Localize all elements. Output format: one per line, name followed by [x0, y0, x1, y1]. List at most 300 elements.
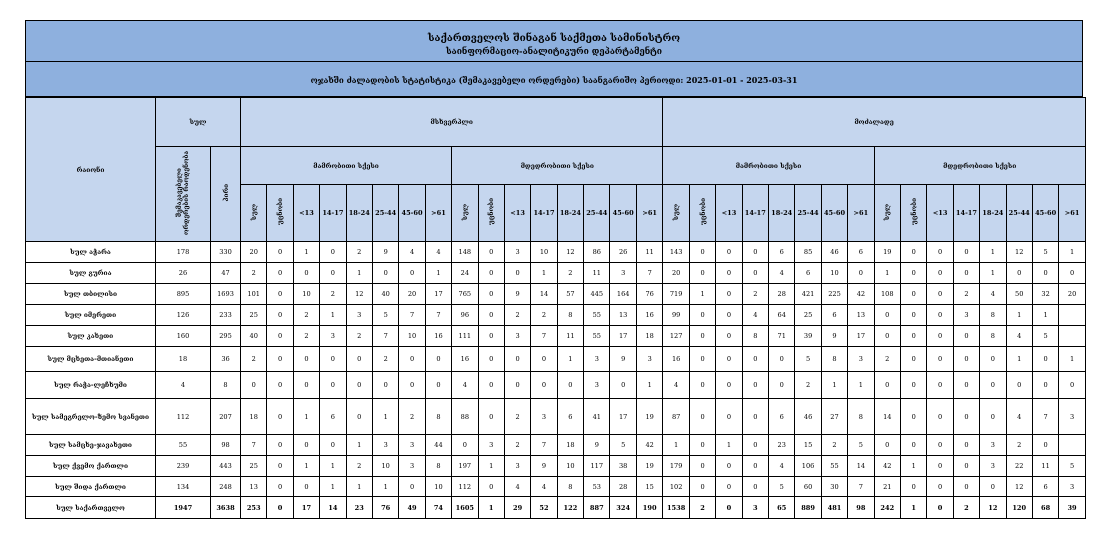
table-cell: 0	[689, 326, 715, 347]
table-cell: 9	[610, 347, 636, 372]
table-cell: 10	[399, 326, 425, 347]
table-cell: 23	[346, 497, 372, 519]
table-cell: 239	[156, 456, 211, 477]
age-header: >61	[425, 185, 451, 242]
table-cell: 0	[953, 372, 979, 399]
table-cell: 42	[874, 456, 900, 477]
table-cell: 1	[689, 284, 715, 305]
table-cell: 0	[953, 326, 979, 347]
table-cell: 2	[531, 305, 557, 326]
table-cell: 10	[531, 242, 557, 263]
table-cell: 0	[927, 242, 953, 263]
table-cell: 99	[663, 305, 689, 326]
table-cell: 0	[716, 263, 742, 284]
table-cell: 1	[557, 347, 583, 372]
table-row	[26, 263, 1086, 284]
table-cell: 0	[267, 497, 293, 519]
table-cell: 0	[320, 263, 346, 284]
table-cell: 3	[610, 263, 636, 284]
table-cell: 0	[478, 399, 504, 435]
table-cell: 2	[504, 305, 530, 326]
table-cell: 148	[452, 242, 478, 263]
age-header: <13	[927, 185, 953, 242]
table-cell: 1	[320, 456, 346, 477]
table-cell: 55	[821, 456, 847, 477]
table-cell: 2	[293, 326, 319, 347]
table-cell: 0	[267, 372, 293, 399]
table-cell: 50	[1006, 284, 1032, 305]
district-name: სულ სამცხე-ჯავახეთი	[26, 435, 156, 456]
table-cell: 2	[372, 347, 398, 372]
table-cell: 481	[821, 497, 847, 519]
table-cell: 0	[927, 497, 953, 519]
table-cell: 0	[900, 435, 926, 456]
table-cell: 0	[320, 347, 346, 372]
table-cell: 0	[293, 435, 319, 456]
table-cell: 4	[452, 372, 478, 399]
table-row	[26, 497, 1086, 519]
table-cell: 3	[1059, 399, 1086, 435]
table-cell: 20	[399, 284, 425, 305]
table-cell: 18	[557, 435, 583, 456]
table-cell: 112	[156, 399, 211, 435]
table-cell: 120	[1006, 497, 1032, 519]
victim-female-header: მდედრობითი სქესი	[452, 147, 663, 185]
table-cell: 295	[211, 326, 241, 347]
table-cell	[1059, 435, 1086, 456]
table-cell: 3	[848, 347, 874, 372]
table-cell: 0	[320, 372, 346, 399]
district-name: სულ იმერეთი	[26, 305, 156, 326]
table-cell: 0	[320, 435, 346, 456]
table-cell: 0	[927, 305, 953, 326]
table-cell: 17	[610, 399, 636, 435]
table-cell: 1693	[211, 284, 241, 305]
table-cell: 0	[874, 305, 900, 326]
ministry-header	[25, 20, 1083, 61]
table-cell: 0	[1006, 372, 1032, 399]
table-cell: 160	[156, 326, 211, 347]
table-cell: 0	[927, 399, 953, 435]
table-cell: 14	[848, 456, 874, 477]
table-cell: 0	[953, 435, 979, 456]
table-cell: 49	[399, 497, 425, 519]
district-name: სულ კახეთი	[26, 326, 156, 347]
table-cell: 0	[874, 372, 900, 399]
table-cell: 0	[927, 326, 953, 347]
table-cell: 5	[1032, 242, 1058, 263]
table-cell: 96	[452, 305, 478, 326]
table-cell: 1605	[452, 497, 478, 519]
abuser-female-header: მდედრობითი სქესი	[874, 147, 1085, 185]
table-cell: 0	[478, 242, 504, 263]
table-cell: 6	[769, 242, 795, 263]
age-header: სულ	[452, 185, 478, 242]
table-cell: 15	[636, 477, 663, 497]
table-cell: 233	[211, 305, 241, 326]
table-cell: 0	[293, 263, 319, 284]
table-cell: 0	[927, 477, 953, 497]
table-cell: 225	[821, 284, 847, 305]
table-cell: 9	[531, 456, 557, 477]
table-cell: 0	[478, 372, 504, 399]
table-cell: 3	[504, 326, 530, 347]
district-name: სულ მცხეთა-მთიანეთი	[26, 347, 156, 372]
table-cell: 0	[927, 347, 953, 372]
table-cell: 12	[980, 497, 1006, 519]
age-header: 45-60	[821, 185, 847, 242]
table-cell: 0	[267, 305, 293, 326]
table-cell: 1	[293, 456, 319, 477]
table-cell: 6	[795, 263, 821, 284]
table-cell: 27	[821, 399, 847, 435]
age-header: <13	[504, 185, 530, 242]
table-cell: 6	[320, 399, 346, 435]
table-cell: 2	[1006, 435, 1032, 456]
table-cell: 4	[1006, 399, 1032, 435]
table-cell: 1	[848, 372, 874, 399]
table-cell: 20	[1059, 284, 1086, 305]
table-cell: 0	[478, 477, 504, 497]
department-subtitle: საინფორმაციო-ანალიტიკური დეპარტამენტი	[446, 47, 662, 57]
table-cell: 1	[478, 456, 504, 477]
table-cell: 26	[156, 263, 211, 284]
table-cell: 248	[211, 477, 241, 497]
table-cell: 4	[980, 284, 1006, 305]
table-cell: 0	[848, 263, 874, 284]
table-cell: 12	[1006, 477, 1032, 497]
report-frame	[25, 20, 1083, 519]
table-cell: 895	[156, 284, 211, 305]
table-cell: 2	[953, 497, 979, 519]
table-cell: 98	[211, 435, 241, 456]
table-cell: 111	[452, 326, 478, 347]
table-cell: 1	[478, 497, 504, 519]
table-cell: 18	[241, 399, 267, 435]
age-header: სულ	[663, 185, 689, 242]
table-cell: 0	[1032, 372, 1058, 399]
table-cell: 60	[795, 477, 821, 497]
table-cell: 3	[980, 456, 1006, 477]
table-cell: 55	[584, 305, 610, 326]
table-cell: 330	[211, 242, 241, 263]
table-cell: 5	[1032, 326, 1058, 347]
table-cell: 4	[769, 456, 795, 477]
table-cell: 108	[874, 284, 900, 305]
table-cell: 0	[769, 372, 795, 399]
table-cell: 887	[584, 497, 610, 519]
table-cell: 2	[953, 284, 979, 305]
table-cell: 0	[267, 399, 293, 435]
table-cell: 134	[156, 477, 211, 497]
table-cell: 24	[452, 263, 478, 284]
table-cell: 65	[769, 497, 795, 519]
table-cell: 719	[663, 284, 689, 305]
table-cell: 19	[636, 456, 663, 477]
table-cell: 765	[452, 284, 478, 305]
table-cell: 16	[452, 347, 478, 372]
table-cell: 0	[742, 263, 768, 284]
table-cell: 28	[610, 477, 636, 497]
table-cell: 0	[478, 347, 504, 372]
table-cell: 0	[1032, 347, 1058, 372]
table-cell: 0	[742, 477, 768, 497]
table-cell: 7	[241, 435, 267, 456]
table-cell: 6	[1032, 477, 1058, 497]
table-cell: 0	[769, 347, 795, 372]
table-body	[26, 242, 1086, 519]
table-cell: 0	[716, 242, 742, 263]
table-cell: 0	[1059, 372, 1086, 399]
table-cell: 4	[425, 242, 451, 263]
table-cell: 5	[1059, 456, 1086, 477]
table-cell: 4	[769, 263, 795, 284]
table-cell: 10	[425, 477, 451, 497]
table-cell: 1	[1059, 347, 1086, 372]
table-cell: 71	[769, 326, 795, 347]
table-cell: 0	[425, 372, 451, 399]
table-cell: 0	[716, 284, 742, 305]
table-cell: 2	[689, 497, 715, 519]
age-header: 25-44	[584, 185, 610, 242]
table-cell: 0	[900, 284, 926, 305]
table-cell: 0	[346, 399, 372, 435]
abuser-group-header: მოძალადე	[663, 98, 1085, 147]
age-header: 14-17	[531, 185, 557, 242]
table-cell: 0	[372, 372, 398, 399]
table-cell: 39	[795, 326, 821, 347]
district-name: სულ სამეგრელო-ზემო სვანეთი	[26, 399, 156, 435]
table-cell: 0	[399, 477, 425, 497]
table-cell: 0	[267, 284, 293, 305]
table-cell: 3	[399, 435, 425, 456]
table-cell: 3	[504, 456, 530, 477]
table-cell: 5	[769, 477, 795, 497]
table-cell: 11	[584, 263, 610, 284]
district-name: სულ საქართველო	[26, 497, 156, 519]
age-header: უცნობი	[689, 185, 715, 242]
table-cell: 8	[980, 305, 1006, 326]
table-cell: 0	[689, 399, 715, 435]
table-cell: 19	[636, 399, 663, 435]
table-cell: 29	[504, 497, 530, 519]
age-header: 45-60	[399, 185, 425, 242]
table-cell: 76	[372, 497, 398, 519]
table-cell: 3	[584, 347, 610, 372]
table-cell: 25	[241, 456, 267, 477]
age-header: <13	[716, 185, 742, 242]
table-cell: 55	[584, 326, 610, 347]
age-header: სულ	[241, 185, 267, 242]
table-row	[26, 242, 1086, 263]
table-cell: 44	[425, 435, 451, 456]
table-cell: 10	[293, 284, 319, 305]
table-row	[26, 456, 1086, 477]
table-cell: 41	[584, 399, 610, 435]
victim-group-header: მსხვერპლი	[241, 98, 663, 147]
age-header: >61	[636, 185, 663, 242]
table-cell: 46	[795, 399, 821, 435]
table-cell: 10	[821, 263, 847, 284]
table-cell: 0	[927, 372, 953, 399]
table-cell: 0	[372, 263, 398, 284]
table-cell: 4	[156, 372, 211, 399]
table-cell: 1	[874, 263, 900, 284]
table-cell: 32	[1032, 284, 1058, 305]
table-cell: 8	[425, 399, 451, 435]
table-cell: 64	[769, 305, 795, 326]
table-cell: 9	[584, 435, 610, 456]
table-cell: 5	[372, 305, 398, 326]
table-cell: 6	[557, 399, 583, 435]
table-cell: 86	[584, 242, 610, 263]
table-cell: 0	[425, 347, 451, 372]
table-row	[26, 326, 1086, 347]
table-cell: 0	[504, 372, 530, 399]
age-header: 18-24	[980, 185, 1006, 242]
table-cell: 10	[372, 456, 398, 477]
table-cell: 0	[980, 372, 1006, 399]
table-cell: 19	[874, 242, 900, 263]
district-name: სულ ქვემო ქართლი	[26, 456, 156, 477]
table-cell: 1	[900, 456, 926, 477]
table-cell: 3	[531, 399, 557, 435]
table-cell: 13	[610, 305, 636, 326]
table-cell: 2	[346, 456, 372, 477]
age-header: >61	[1059, 185, 1086, 242]
table-cell: 38	[610, 456, 636, 477]
table-row	[26, 477, 1086, 497]
table-cell: 14	[320, 497, 346, 519]
table-cell: 0	[953, 347, 979, 372]
table-cell: 2	[742, 284, 768, 305]
table-cell: 0	[399, 263, 425, 284]
table-cell: 0	[267, 347, 293, 372]
table-cell: 8	[557, 305, 583, 326]
district-header: რაიონი	[26, 98, 156, 242]
table-cell: 0	[716, 347, 742, 372]
table-cell: 0	[716, 305, 742, 326]
table-cell: 0	[900, 326, 926, 347]
table-cell: 0	[900, 305, 926, 326]
table-cell: 25	[795, 305, 821, 326]
table-cell: 0	[742, 399, 768, 435]
table-cell: 5	[848, 435, 874, 456]
table-cell: 0	[610, 372, 636, 399]
table-cell: 190	[636, 497, 663, 519]
table-row	[26, 399, 1086, 435]
age-header: 45-60	[610, 185, 636, 242]
table-cell: 1	[425, 263, 451, 284]
ministry-title: საქართველოს შინაგან საქმეთა სამინისტრო	[427, 33, 681, 44]
table-cell: 0	[241, 372, 267, 399]
table-cell: 0	[874, 326, 900, 347]
table-cell: 1	[531, 263, 557, 284]
table-cell: 0	[267, 326, 293, 347]
table-cell: 143	[663, 242, 689, 263]
table-cell: 9	[821, 326, 847, 347]
table-cell: 1	[821, 372, 847, 399]
table-cell: 7	[531, 435, 557, 456]
table-cell: 10	[557, 456, 583, 477]
table-cell: 1	[293, 242, 319, 263]
table-cell: 7	[1032, 399, 1058, 435]
table-cell: 74	[425, 497, 451, 519]
table-cell: 0	[980, 399, 1006, 435]
age-header: სულ	[874, 185, 900, 242]
table-cell: 3	[399, 456, 425, 477]
table-cell: 127	[663, 326, 689, 347]
table-cell: 0	[399, 372, 425, 399]
age-header: უცნობი	[900, 185, 926, 242]
table-cell: 12	[1006, 242, 1032, 263]
table-cell: 12	[346, 284, 372, 305]
table-cell: 0	[267, 435, 293, 456]
table-cell: 5	[610, 435, 636, 456]
table-cell: 0	[478, 284, 504, 305]
table-cell: 0	[689, 372, 715, 399]
table-cell: 0	[716, 372, 742, 399]
table-cell: 0	[267, 456, 293, 477]
table-cell: 0	[478, 326, 504, 347]
table-row	[26, 372, 1086, 399]
table-cell: 0	[689, 305, 715, 326]
table-cell: 0	[293, 477, 319, 497]
table-cell: 0	[267, 263, 293, 284]
age-header: უცნობი	[478, 185, 504, 242]
table-cell: 16	[425, 326, 451, 347]
table-cell: 17	[610, 326, 636, 347]
district-name: სულ აჭარა	[26, 242, 156, 263]
table-cell: 8	[821, 347, 847, 372]
table-cell: 1	[372, 399, 398, 435]
age-header: 14-17	[953, 185, 979, 242]
table-cell: 2	[821, 435, 847, 456]
table-cell: 40	[241, 326, 267, 347]
table-cell: 23	[769, 435, 795, 456]
table-cell: 0	[293, 347, 319, 372]
table-cell: 102	[663, 477, 689, 497]
district-name: სულ შიდა ქართლი	[26, 477, 156, 497]
table-cell: 122	[557, 497, 583, 519]
table-cell: 3	[953, 305, 979, 326]
age-header: 25-44	[372, 185, 398, 242]
table-cell: 2	[504, 435, 530, 456]
table-cell: 17	[425, 284, 451, 305]
table-cell: 11	[1032, 456, 1058, 477]
table-cell: 55	[156, 435, 211, 456]
table-cell: 36	[211, 347, 241, 372]
table-row	[26, 284, 1086, 305]
table-cell: 4	[742, 305, 768, 326]
table-cell: 0	[346, 347, 372, 372]
table-cell: 421	[795, 284, 821, 305]
table-cell: 68	[1032, 497, 1058, 519]
age-header: უცნობი	[267, 185, 293, 242]
table-cell: 6	[848, 242, 874, 263]
table-cell: 28	[769, 284, 795, 305]
table-cell: 0	[980, 347, 1006, 372]
table-cell: 7	[399, 305, 425, 326]
district-name: სულ თბილისი	[26, 284, 156, 305]
table-cell: 2	[399, 399, 425, 435]
table-cell: 85	[795, 242, 821, 263]
table-cell: 8	[211, 372, 241, 399]
age-header: <13	[293, 185, 319, 242]
table-cell: 0	[689, 242, 715, 263]
table-cell: 2	[241, 347, 267, 372]
table-cell: 178	[156, 242, 211, 263]
